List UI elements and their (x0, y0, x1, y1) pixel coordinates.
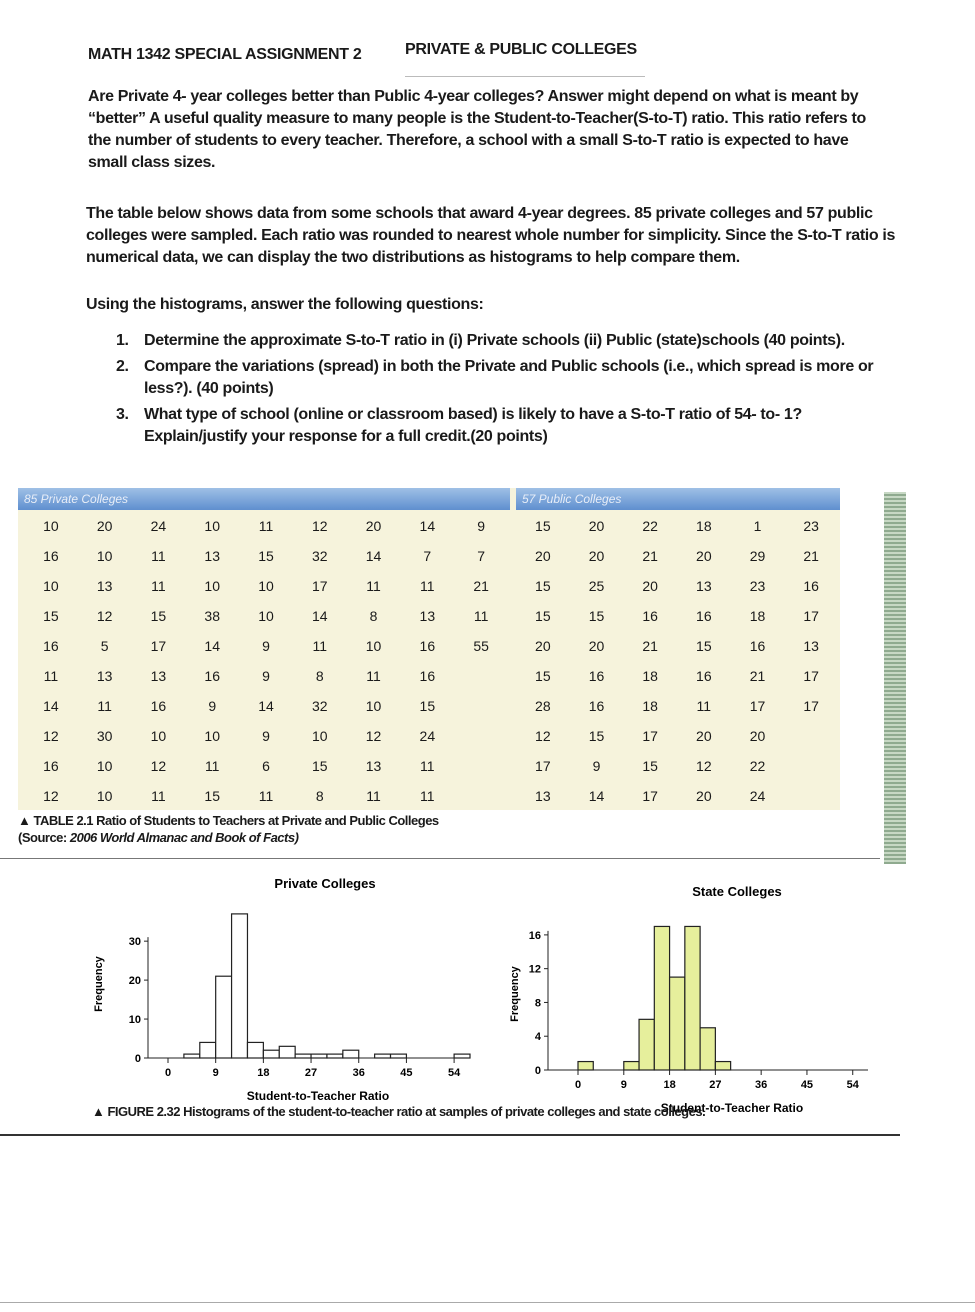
table-cell: 17 (803, 608, 819, 624)
table-cell: 24 (749, 788, 766, 804)
table-cell (784, 784, 838, 814)
histogram-bar (343, 1050, 359, 1058)
table-cell: 16 (803, 578, 819, 594)
x-tick-label: 45 (800, 1079, 814, 1091)
table-cell: 10 (150, 728, 167, 744)
table-cell: 16 (419, 668, 436, 684)
x-tick-label: 0 (574, 1079, 582, 1091)
scan-edge-strip (884, 492, 906, 864)
figure-bottom-rule (0, 1134, 900, 1136)
table-cell: 28 (535, 698, 551, 714)
table-cell: 17 (642, 728, 658, 744)
table-cell: 14 (43, 698, 59, 714)
table-cell: 20 (642, 578, 658, 594)
table-cell: 14 (311, 608, 328, 624)
table-cell: 15 (642, 758, 658, 774)
table-cell: 18 (642, 698, 658, 714)
intro-paragraph-2: The table below shows data from some schools that award 4-year degrees. 85 private colleges and 57 public colleges were sampled. Each ratio was rounded to nearest whole number for simplicity. Since the S-to-T ratio is numerical data, we can display the two distributions as histograms to help compare them. (86, 205, 896, 266)
table-cell: 21 (749, 668, 766, 684)
histogram-bar (578, 1062, 593, 1070)
table-cell: 22 (749, 758, 766, 774)
table-cell: 7 (477, 548, 485, 564)
table-cell: 12 (365, 728, 382, 744)
histogram-bar (654, 926, 669, 1070)
table-cell: 10 (311, 728, 328, 744)
histogram-bar (279, 1046, 295, 1058)
table-cell: 10 (96, 788, 113, 804)
histogram-bar (685, 926, 700, 1070)
question-1 (116, 330, 876, 352)
table-cell: 8 (315, 668, 324, 684)
table-cell: 20 (535, 548, 551, 564)
y-tick-label: 10 (128, 1014, 141, 1027)
table-cell: 12 (535, 728, 551, 744)
y-tick-label: 0 (534, 1065, 541, 1077)
table-cell: 14 (588, 788, 605, 804)
y-axis-label: Frequency (93, 956, 105, 1012)
y-tick-label: 30 (128, 936, 141, 949)
table-cell: 7 (423, 548, 432, 564)
x-tick-label: 54 (846, 1079, 859, 1091)
histogram-bar (715, 1062, 730, 1070)
x-tick-label: 45 (400, 1067, 413, 1079)
table-cell: 20 (588, 638, 605, 654)
table-cell: 11 (473, 608, 489, 624)
y-tick-label: 20 (128, 975, 141, 988)
table-cell (454, 784, 508, 814)
table-cell: 13 (365, 758, 382, 774)
table-cell: 17 (150, 638, 167, 654)
table-cell: 14 (419, 518, 436, 534)
table-cell: 13 (696, 578, 712, 594)
chart-title: Private Colleges (274, 876, 376, 891)
table-cell: 18 (749, 608, 766, 624)
table-cell: 9 (477, 518, 485, 534)
table-cell: 10 (365, 698, 382, 714)
table-cell: 15 (696, 638, 712, 654)
assignment-title: MATH 1342 SPECIAL ASSIGNMENT 2 (88, 46, 362, 63)
table-cell: 25 (588, 578, 605, 594)
table-cell: 15 (150, 608, 167, 624)
table-cell: 20 (365, 518, 382, 534)
table-cell: 13 (96, 578, 113, 594)
y-tick-label: 4 (534, 1031, 541, 1044)
table-cell: 11 (312, 638, 328, 654)
table-cell: 13 (535, 788, 551, 804)
table-cell: 29 (749, 548, 766, 564)
question-3 (116, 404, 876, 448)
table-cell (784, 724, 838, 754)
table-cell: 13 (803, 638, 819, 654)
table-cell: 12 (311, 518, 328, 534)
table-cell: 11 (420, 758, 435, 774)
table-cell: 15 (204, 788, 220, 804)
histogram-bar (295, 1054, 311, 1058)
table-cell: 16 (419, 638, 436, 654)
table-cell: 20 (696, 548, 712, 564)
private-table-grid (24, 514, 508, 814)
table-cell: 32 (311, 548, 328, 564)
data-table (18, 488, 840, 810)
table-cell: 15 (588, 608, 605, 624)
table-cell: 10 (43, 518, 59, 534)
table-cell: 16 (43, 638, 59, 654)
histogram-bar (670, 977, 685, 1070)
histogram-bar (311, 1054, 327, 1058)
table-cell: 13 (150, 668, 167, 684)
table-cell: 11 (151, 578, 166, 594)
table-cell: 12 (96, 608, 113, 624)
histogram-bar (391, 1054, 407, 1058)
table-cell: 10 (204, 578, 220, 594)
y-tick-label: 0 (134, 1053, 141, 1065)
table-cell: 14 (365, 548, 382, 564)
table-cell: 16 (642, 608, 658, 624)
table-cell (784, 754, 838, 784)
table-cell: 17 (311, 578, 328, 594)
histogram-bar (184, 1054, 200, 1058)
x-tick-label: 36 (352, 1067, 365, 1079)
x-tick-label: 9 (212, 1067, 219, 1079)
question-list (116, 330, 876, 452)
histogram-bar (263, 1050, 279, 1058)
public-table-header: 57 Public Colleges (516, 488, 840, 510)
table-cell: 21 (473, 578, 489, 594)
table-cell: 16 (696, 668, 712, 684)
table-cell: 11 (366, 578, 381, 594)
table-cell: 10 (43, 578, 59, 594)
histogram-bar (327, 1054, 343, 1058)
table-cell: 23 (749, 578, 766, 594)
table-cell: 38 (204, 608, 220, 624)
table-cell: 11 (366, 668, 381, 684)
table-caption: ▲ TABLE 2.1 Ratio of Students to Teachers at Private and Public Colleges (Source: 2006 World Almanac and Book of Facts) (18, 813, 439, 845)
x-axis-label: Student-to-Teacher Ratio (660, 1101, 804, 1115)
table-cell: 15 (588, 728, 605, 744)
table-cell: 18 (642, 668, 658, 684)
table-cell: 16 (588, 668, 605, 684)
question-2 (116, 356, 876, 400)
table-cell: 17 (642, 788, 658, 804)
table-cell: 21 (642, 548, 658, 564)
question-text: Determine the approximate S-to-T ratio in (i) Private schools (ii) Public (state)schools (40 points). (144, 332, 845, 349)
table-cell: 12 (696, 758, 712, 774)
table-cell: 16 (749, 638, 766, 654)
table-cell: 12 (150, 758, 167, 774)
table-cell: 10 (204, 728, 220, 744)
table-cell: 22 (642, 518, 658, 534)
x-tick-label: 27 (304, 1067, 318, 1079)
table-cell: 20 (535, 638, 551, 654)
table-cell: 20 (588, 518, 605, 534)
figure-caption: ▲ FIGURE 2.32 Histograms of the student-to-teacher ratio at samples of private colleges and state colleges. (92, 1104, 706, 1119)
table-cell: 16 (43, 758, 59, 774)
table-cell: 20 (696, 788, 712, 804)
histogram-bar (216, 976, 232, 1058)
table-cell: 9 (592, 758, 601, 774)
table-cell: 10 (258, 608, 274, 624)
histogram-bar (624, 1062, 639, 1070)
table-cell: 20 (696, 728, 712, 744)
intro-paragraph-1: Are Private 4- year colleges better than Public 4-year colleges? Answer might depend on what is meant by “better” A useful quality measure to many people is the Student-to-Teacher(S-to-T) ratio. This ratio refers to the number of students to every teacher. Therefore, a school with a small S-to-T ratio is expected to have small class sizes. (88, 88, 866, 171)
table-cell: 23 (803, 518, 819, 534)
y-tick-label: 8 (534, 997, 541, 1010)
table-cell: 15 (535, 518, 551, 534)
x-tick-label: 36 (755, 1079, 768, 1091)
table-cell: 11 (43, 668, 59, 684)
table-cell: 12 (43, 788, 59, 804)
table-cell (454, 754, 508, 784)
table-cell: 16 (204, 668, 220, 684)
table-cell: 16 (588, 698, 605, 714)
table-cell: 15 (535, 578, 551, 594)
table-cell: 15 (535, 668, 551, 684)
table-cell: 11 (366, 788, 381, 804)
question-number: 3. (116, 406, 129, 423)
table-cell: 12 (43, 728, 59, 744)
table-cell: 21 (642, 638, 658, 654)
table-cell: 10 (365, 638, 382, 654)
histogram-bar (200, 1042, 216, 1058)
table-cell: 10 (204, 518, 220, 534)
question-number: 1. (116, 332, 129, 349)
table-cell: 13 (204, 548, 220, 564)
table-cell: 17 (803, 698, 819, 714)
x-tick-label: 0 (164, 1067, 172, 1079)
table-cell: 16 (696, 608, 712, 624)
table-cell: 14 (258, 698, 274, 714)
histogram-bar (454, 1054, 470, 1058)
public-table-grid (516, 514, 838, 814)
y-tick-label: 12 (528, 963, 541, 976)
table-cell: 30 (96, 728, 113, 744)
table-cell: 15 (258, 548, 274, 564)
table-cell: 11 (258, 518, 274, 534)
y-axis-label: Frequency (509, 966, 521, 1022)
table-cell: 8 (369, 608, 378, 624)
table-cell: 11 (420, 578, 435, 594)
y-tick-label: 16 (528, 929, 541, 942)
table-cell: 15 (535, 608, 551, 624)
table-cell: 11 (151, 548, 166, 564)
histogram-bar (700, 1028, 715, 1070)
table-cell: 14 (204, 638, 220, 654)
x-tick-label: 27 (709, 1079, 722, 1091)
question-number: 2. (116, 358, 129, 375)
histogram-bar (375, 1054, 391, 1058)
table-cell: 17 (535, 758, 551, 774)
table-cell: 21 (803, 548, 819, 564)
table-cell: 10 (96, 548, 113, 564)
table-cell: 1 (753, 518, 762, 534)
table-cell: 32 (311, 698, 328, 714)
histogram-bar (232, 914, 248, 1058)
table-cell: 5 (100, 638, 109, 654)
table-cell: 11 (151, 788, 166, 804)
question-text: Compare the variations (spread) in both the Private and Public schools (i.e., which spread is more or less?). (40 points) (144, 358, 874, 397)
table-cell: 55 (473, 638, 489, 654)
table-cell: 11 (204, 758, 220, 774)
question-text: What type of school (online or classroom based) is likely to have a S-to-T ratio of 54- to- 1? Explain/justify your response for a full credit.(20 points) (144, 406, 802, 445)
table-cell: 20 (588, 548, 605, 564)
table-cell: 24 (150, 518, 167, 534)
table-cell: 10 (258, 578, 274, 594)
table-cell: 15 (419, 698, 436, 714)
table-cell: 17 (803, 668, 819, 684)
table-cell: 6 (262, 758, 270, 774)
assignment-topic: PRIVATE & PUBLIC COLLEGES (405, 41, 637, 58)
table-cell (454, 694, 508, 724)
table-cell: 9 (262, 638, 270, 654)
intro-paragraph-3: Using the histograms, answer the following questions: (86, 296, 484, 313)
table-cell: 9 (262, 728, 270, 744)
x-axis-label: Student-to-Teacher Ratio (246, 1089, 390, 1103)
table-cell: 11 (696, 698, 712, 714)
table-cell: 9 (262, 668, 270, 684)
page-bottom-rule (0, 1302, 975, 1303)
topic-underline (405, 76, 645, 77)
table-cell (454, 664, 508, 694)
table-bottom-rule (0, 858, 880, 859)
table-cell: 13 (96, 668, 113, 684)
chart-title: State Colleges (692, 884, 782, 899)
table-cell (454, 724, 508, 754)
table-cell: 18 (696, 518, 712, 534)
table-cell: 11 (258, 788, 274, 804)
table-cell: 8 (315, 788, 324, 804)
table-cell: 20 (749, 728, 766, 744)
table-cell: 13 (419, 608, 436, 624)
table-cell: 16 (43, 548, 59, 564)
x-tick-label: 9 (620, 1079, 627, 1091)
x-tick-label: 54 (447, 1067, 461, 1079)
table-cell: 9 (208, 698, 217, 714)
histogram-bar (639, 1019, 654, 1070)
table-cell: 11 (420, 788, 435, 804)
table-cell: 24 (419, 728, 436, 744)
table-cell: 10 (96, 758, 113, 774)
x-tick-label: 18 (257, 1067, 270, 1079)
private-table-header: 85 Private Colleges (18, 488, 510, 510)
histogram-bar (247, 1042, 263, 1058)
table-cell: 15 (311, 758, 328, 774)
table-cell: 17 (749, 698, 766, 714)
table-cell: 20 (96, 518, 113, 534)
table-cell: 11 (97, 698, 112, 714)
table-cell: 16 (150, 698, 167, 714)
table-cell: 15 (43, 608, 59, 624)
x-tick-label: 18 (663, 1079, 676, 1091)
